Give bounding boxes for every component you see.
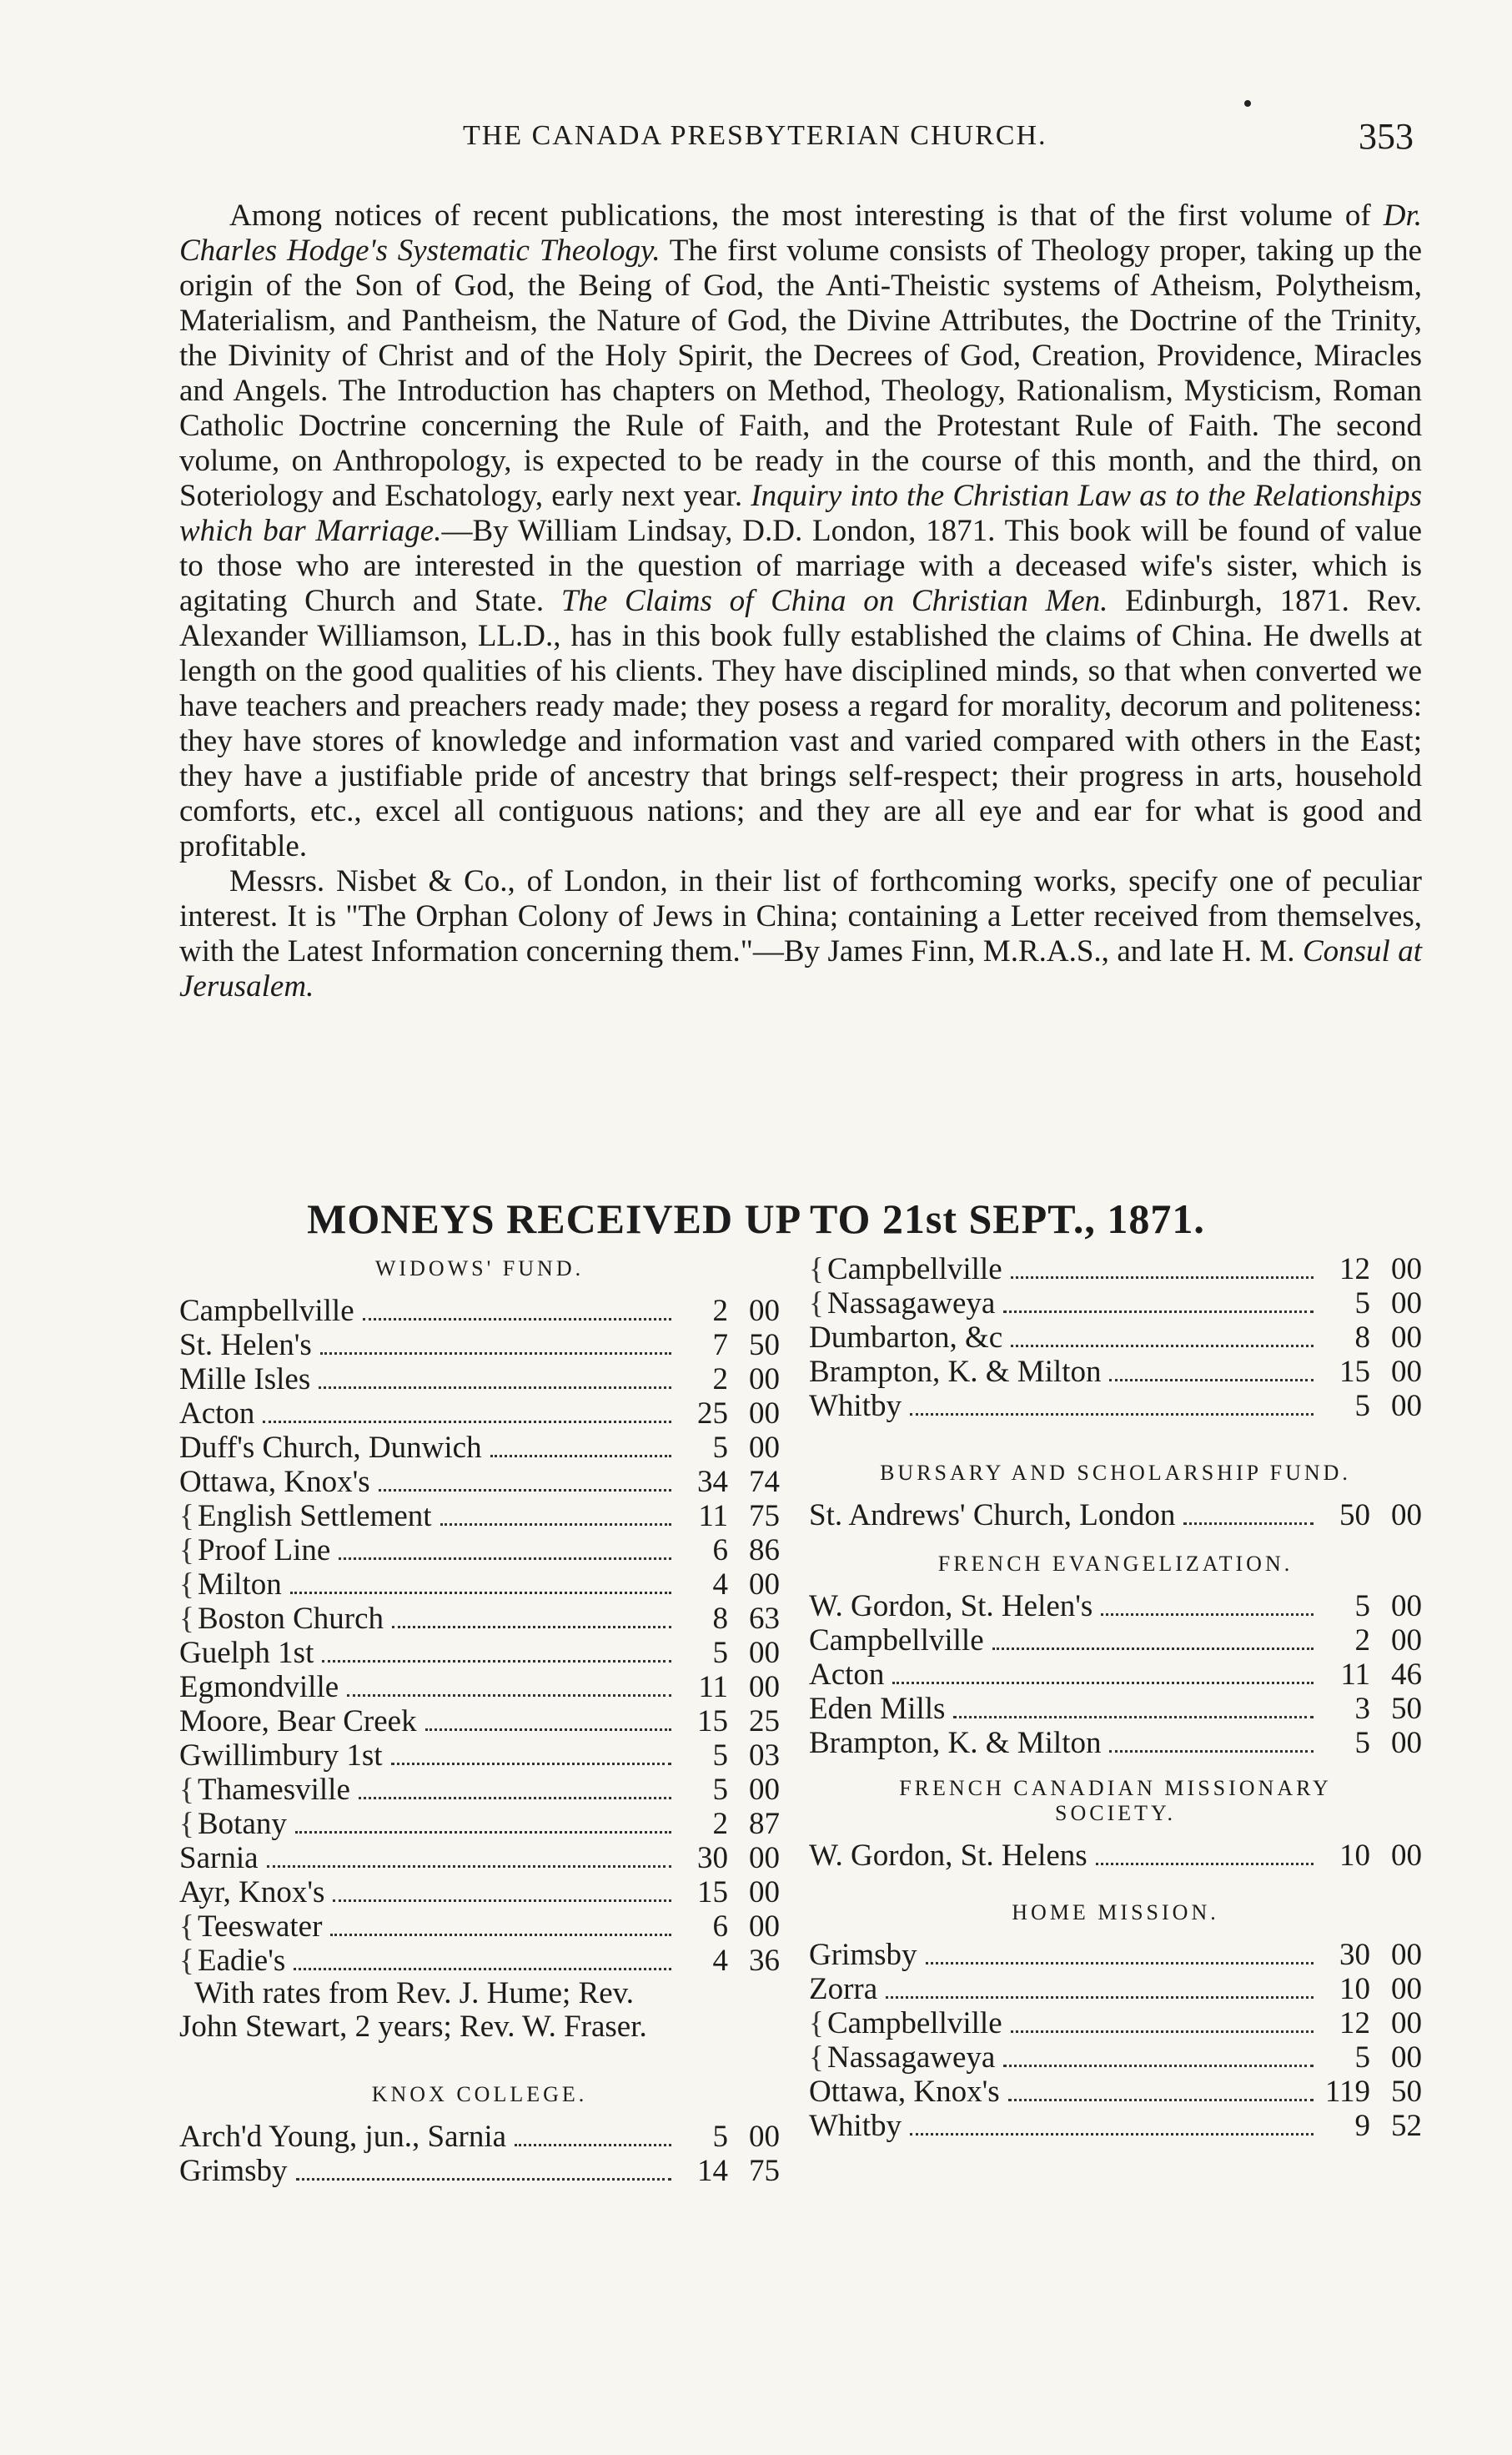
dot-leader	[333, 1899, 671, 1902]
spacer	[809, 1872, 1422, 1895]
entry-cents: 00	[749, 1670, 780, 1704]
ledger-row	[809, 1937, 1422, 1971]
left-column	[179, 1251, 780, 2187]
running-head	[179, 116, 1422, 162]
dot-leader	[886, 1995, 1314, 1999]
ledger-row	[179, 1601, 780, 1635]
ledger-row	[179, 1772, 780, 1806]
dot-leader	[347, 1693, 671, 1697]
fcms-list	[809, 1838, 1422, 1872]
entry-dollars: 5	[1354, 1589, 1370, 1623]
ledger-row	[179, 1738, 780, 1772]
ledger-row	[809, 1971, 1422, 2005]
entry-name: { English Settlement	[179, 1498, 432, 1534]
dot-leader	[391, 1762, 671, 1765]
entry-cents: 00	[749, 1875, 780, 1909]
continued-list	[809, 1251, 1422, 1422]
entry-name: { Nassagaweya	[809, 2040, 995, 2075]
ledger-row	[179, 1327, 780, 1361]
spacer	[809, 1422, 1422, 1456]
dot-leader	[363, 1317, 671, 1321]
entry-name: Zorra	[809, 1972, 878, 2006]
entry-name: Acton	[809, 1658, 885, 1692]
italic-title: Dr. Charles Hodge's Systematic Theology.	[179, 199, 1422, 268]
entry-name: Campbellville	[809, 1623, 984, 1658]
dot-leader	[319, 1386, 671, 1389]
entry-dollars: 5	[712, 1738, 728, 1773]
ledger-row	[809, 1725, 1422, 1759]
entry-name: { Boston Church	[179, 1601, 384, 1637]
entry-dollars: 15	[1339, 1355, 1370, 1389]
entry-name: Campbellville	[179, 1294, 354, 1328]
entry-dollars: 5	[712, 1431, 728, 1465]
ledger-row	[809, 1388, 1422, 1422]
entry-dollars: 5	[712, 2120, 728, 2154]
entry-dollars: 30	[697, 1841, 728, 1875]
dot-leader	[440, 1522, 671, 1526]
dot-leader	[1008, 2098, 1314, 2101]
entry-cents: 00	[749, 1431, 780, 1465]
entry-dollars: 12	[1339, 2006, 1370, 2040]
entry-name: { Campbellville	[809, 1251, 1002, 1287]
section-title-bursary: BURSARY AND SCHOLARSHIP FUND.	[880, 1461, 1351, 1485]
entry-cents: 75	[749, 1499, 780, 1533]
entry-cents: 00	[749, 1396, 780, 1431]
entry-name: Brampton, K. & Milton	[809, 1726, 1102, 1760]
dot-leader	[910, 2132, 1314, 2136]
entry-name: Grimsby	[179, 2154, 288, 2188]
ledger-row	[809, 1354, 1422, 1388]
dot-leader	[294, 1967, 671, 1970]
running-title: THE CANADA PRESBYTERIAN CHURCH.	[463, 120, 1047, 151]
section-title-knox-college: KNOX COLLEGE.	[371, 2082, 588, 2106]
ledger-row	[179, 1669, 780, 1703]
text-run: —By William Lindsay, D.D. London, 1871. This book will be found of value to those who are interested in the question of marriage with a deceased wife's sister, which is agitating Church and State.	[179, 514, 1422, 618]
page-number: 353	[1359, 116, 1414, 157]
dot-leader	[263, 1420, 671, 1423]
ledger-row	[179, 1361, 780, 1396]
entry-cents: 63	[749, 1602, 780, 1636]
entry-dollars: 7	[712, 1328, 728, 1362]
entry-name: Whitby	[809, 2109, 902, 2143]
dot-leader	[425, 1728, 671, 1731]
entry-cents: 87	[749, 1807, 780, 1841]
entry-dollars: 2	[1354, 1623, 1370, 1658]
spacer	[809, 1532, 1422, 1547]
dot-leader	[953, 1715, 1314, 1718]
entry-dollars: 50	[1339, 1498, 1370, 1532]
entry-name: Whitby	[809, 1389, 902, 1423]
text-run: Edinburgh, 1871. Rev. Alexander Williamson, LL.D., has in this book fully established the claims of China. He dwells at length on the good qualities of his clients. They have disciplined minds, so that when converted we have teachers and preachers ready made; they posess a regard for morality, decorum and politeness: they have stores of knowledge and information vast and varied compared with others in the East; they have a justifiable pride of ancestry that brings self-respect; their progress in arts, household comforts, etc., excel all contiguous nations; and they are all eye and ear for what is good and profitable.	[179, 584, 1423, 863]
ledger-row	[179, 2153, 780, 2187]
entry-cents: 00	[749, 1362, 780, 1396]
entry-dollars: 2	[712, 1362, 728, 1396]
entry-cents: 03	[749, 1738, 780, 1773]
dot-leader	[339, 1557, 671, 1560]
printer-mark	[1244, 100, 1251, 107]
entry-cents: 36	[749, 1944, 780, 1978]
entry-dollars: 6	[712, 1533, 728, 1567]
entry-cents: 00	[1391, 1589, 1422, 1623]
ledger-row	[809, 2005, 1422, 2040]
dot-leader	[1101, 1612, 1314, 1616]
entry-name: Gwillimbury 1st	[179, 1738, 383, 1773]
entry-name: { Teeswater	[179, 1909, 322, 1944]
entry-dollars: 5	[1354, 1726, 1370, 1760]
entry-cents: 50	[1391, 2075, 1422, 2109]
entry-cents: 00	[1391, 1355, 1422, 1389]
entry-name: Duff's Church, Dunwich	[179, 1431, 482, 1465]
entry-cents: 00	[749, 1294, 780, 1328]
entry-cents: 00	[749, 2120, 780, 2154]
widows-fund-note: John Stewart, 2 years; Rev. W. Fraser.	[179, 2010, 647, 2044]
bursary-list	[809, 1497, 1422, 1532]
ledger-row	[809, 2108, 1422, 2142]
french-evangelization-list	[809, 1588, 1422, 1759]
entry-dollars: 2	[712, 1294, 728, 1328]
entry-dollars: 11	[1340, 1658, 1370, 1692]
ledger-row	[179, 1635, 780, 1669]
ledger-row	[179, 1943, 780, 1977]
entry-dollars: 34	[697, 1465, 728, 1499]
moneys-received-heading: MONEYS RECEIVED UP TO 21st SEPT., 1871.	[307, 1195, 1205, 1242]
entry-name: Mille Isles	[179, 1362, 311, 1396]
ledger-row	[179, 1806, 780, 1840]
dot-leader	[296, 2177, 672, 2181]
widows-fund-note: With rates from Rev. J. Hume; Rev.	[194, 1976, 635, 2010]
entry-dollars: 3	[1354, 1692, 1370, 1726]
ledger-row	[179, 1293, 780, 1327]
dot-leader	[1109, 1378, 1314, 1381]
entry-dollars: 4	[712, 1944, 728, 1978]
ledger-row	[809, 1691, 1422, 1725]
italic-title: The Claims of China on Christian Men.	[560, 584, 1108, 618]
dot-leader	[892, 1681, 1314, 1684]
entry-dollars: 6	[712, 1909, 728, 1944]
ledger-row	[809, 1497, 1422, 1532]
entry-cents: 00	[1391, 1972, 1422, 2006]
entry-dollars: 30	[1339, 1938, 1370, 1972]
entry-name: W. Gordon, St. Helens	[809, 1839, 1088, 1873]
entry-dollars: 25	[697, 1396, 728, 1431]
entry-dollars: 5	[1354, 1286, 1370, 1321]
entry-name: Egmondville	[179, 1670, 339, 1704]
dot-leader	[992, 1647, 1314, 1650]
entry-dollars: 15	[697, 1875, 728, 1909]
ledger-row	[809, 1285, 1422, 1320]
section-title-fcms: FRENCH CANADIAN MISSIONARY	[899, 1776, 1332, 1800]
entry-cents: 52	[1391, 2109, 1422, 2143]
italic-title: Consul at Jerusalem.	[179, 934, 1422, 1004]
entry-dollars: 10	[1339, 1972, 1370, 2006]
entry-cents: 50	[1391, 1692, 1422, 1726]
dot-leader	[1011, 1275, 1314, 1279]
entry-cents: 86	[749, 1533, 780, 1567]
dot-leader	[515, 2143, 671, 2146]
entry-name: Ayr, Knox's	[179, 1875, 325, 1909]
entry-name: W. Gordon, St. Helen's	[809, 1589, 1093, 1623]
entry-cents: 74	[749, 1465, 780, 1499]
ledger-row	[809, 2074, 1422, 2108]
ledger-row	[179, 1874, 780, 1909]
text-run: Messrs. Nisbet & Co., of London, in their list of forthcoming works, specify one of peculiar interest. It is "The Orphan Colony of Jews in China; containing a Letter received from themselves, with the Latest Information concerning them."—By James Finn, M.R.A.S., and late H. M.	[179, 864, 1422, 968]
entry-dollars: 11	[698, 1670, 728, 1704]
entry-cents: 46	[1391, 1658, 1422, 1692]
dot-leader	[379, 1488, 671, 1492]
entry-dollars: 15	[697, 1704, 728, 1738]
dot-leader	[290, 1591, 671, 1594]
entry-name: Moore, Bear Creek	[179, 1704, 417, 1738]
entry-name: { Thamesville	[179, 1772, 350, 1808]
spacer	[179, 2044, 780, 2077]
ledger-row	[809, 1657, 1422, 1691]
dot-leader	[359, 1796, 671, 1799]
ledger-row	[179, 1840, 780, 1874]
entry-dollars: 5	[712, 1636, 728, 1670]
ledger-row	[179, 1396, 780, 1430]
entry-name: Grimsby	[809, 1938, 917, 1972]
entry-name: { Proof Line	[179, 1532, 330, 1568]
entry-cents: 00	[749, 1567, 780, 1602]
entry-cents: 00	[1391, 1498, 1422, 1532]
entry-cents: 00	[749, 1841, 780, 1875]
entry-dollars: 2	[712, 1807, 728, 1841]
ledger-row	[809, 2040, 1422, 2074]
entry-cents: 00	[1391, 2006, 1422, 2040]
entry-name: Dumbarton, &c	[809, 1321, 1003, 1355]
section-title-home-mission: HOME MISSION.	[1012, 1900, 1219, 1924]
entry-dollars: 5	[712, 1773, 728, 1807]
entry-cents: 00	[1391, 1623, 1422, 1658]
dot-leader	[1011, 1344, 1314, 1347]
entry-name: { Campbellville	[809, 2005, 1002, 2041]
entry-cents: 00	[1391, 1726, 1422, 1760]
dot-leader	[1109, 1749, 1314, 1753]
ledger-row	[179, 1532, 780, 1567]
widows-fund-list	[179, 1293, 780, 1977]
entry-name: { Eadie's	[179, 1943, 285, 1979]
home-mission-list	[809, 1937, 1422, 2142]
entry-name: { Milton	[179, 1567, 282, 1602]
dot-leader	[1183, 1522, 1314, 1525]
dot-leader	[295, 1830, 671, 1834]
entry-cents: 25	[749, 1704, 780, 1738]
ledger-row	[809, 1588, 1422, 1622]
entry-cents: 00	[1391, 1286, 1422, 1321]
ledger-row	[179, 1464, 780, 1498]
paragraph	[179, 864, 1422, 1004]
ledger-row	[809, 1251, 1422, 1285]
dot-leader	[910, 1412, 1314, 1416]
entry-name: Guelph 1st	[179, 1636, 314, 1670]
entry-cents: 75	[749, 2154, 780, 2188]
entry-name: Arch'd Young, jun., Sarnia	[179, 2120, 507, 2154]
entry-name: Eden Mills	[809, 1692, 946, 1726]
dot-leader	[267, 1864, 671, 1868]
ledger-row	[809, 1320, 1422, 1354]
paragraph	[179, 199, 1422, 864]
entry-dollars: 119	[1324, 2075, 1370, 2109]
ledger-row	[179, 1498, 780, 1532]
dot-leader	[1003, 1310, 1314, 1313]
spacer	[809, 1759, 1422, 1771]
ledger-row	[179, 1703, 780, 1738]
entry-cents: 00	[749, 1909, 780, 1944]
entry-dollars: 14	[697, 2154, 728, 2188]
entry-name: Acton	[179, 1396, 255, 1431]
dot-leader	[322, 1659, 671, 1663]
entry-name: Brampton, K. & Milton	[809, 1355, 1102, 1389]
right-column	[809, 1251, 1422, 2142]
italic-title: Inquiry into the Christian Law as to the Relationships which bar Marriage.	[179, 479, 1423, 548]
dot-leader	[320, 1351, 671, 1355]
knox-college-list	[179, 2119, 780, 2187]
entry-name: St. Helen's	[179, 1328, 312, 1362]
entry-cents: 00	[749, 1636, 780, 1670]
dot-leader	[392, 1625, 671, 1628]
entry-cents: 00	[1391, 1389, 1422, 1423]
entry-name: { Botany	[179, 1806, 287, 1842]
entry-dollars: 4	[712, 1567, 728, 1602]
entry-cents: 00	[1391, 1252, 1422, 1286]
ledger-row	[809, 1622, 1422, 1657]
dot-leader	[926, 1961, 1314, 1965]
ledger-row	[179, 1909, 780, 1943]
notices-text	[179, 199, 1422, 1004]
entry-name: Ottawa, Knox's	[809, 2075, 1000, 2109]
entry-name: Sarnia	[179, 1841, 259, 1875]
entry-cents: 00	[749, 1773, 780, 1807]
entry-dollars: 8	[1354, 1321, 1370, 1355]
entry-cents: 00	[1391, 1321, 1422, 1355]
entry-name: { Nassagaweya	[809, 1285, 995, 1321]
section-title-french-evangelization: FRENCH EVANGELIZATION.	[937, 1552, 1293, 1576]
entry-cents: 00	[1391, 2040, 1422, 2075]
section-title-widows-fund: WIDOWS' FUND.	[374, 1256, 585, 1280]
dot-leader	[1096, 1862, 1314, 1865]
dot-leader	[490, 1454, 671, 1457]
entry-dollars: 5	[1354, 1389, 1370, 1423]
ledger-row	[179, 2119, 780, 2153]
text-run: The first volume consists of Theology proper, taking up the origin of the Son of God, the Being of God, the Anti-Theistic systems of Atheism, Polytheism, Materialism, and Pantheism, the Nature of God, the Divine Attributes, the Doctrine of the Trinity, the Divinity of Christ and of the Holy Spirit, the Decrees of God, Creation, Providence, Miracles and Angels. The Introduction has chapters on Method, Theology, Rationalism, Mysticism, Roman Catholic Doctrine concerning the Rule of Faith, and the Protestant Rule of Faith. The second volume, on Anthropology, is expected to be ready in the course of this month, and the third, on Soteriology and Eschatology, early next year.	[179, 234, 1422, 513]
ledger-row	[179, 1567, 780, 1601]
entry-dollars: 11	[698, 1499, 728, 1533]
entry-dollars: 5	[1354, 2040, 1370, 2075]
entry-dollars: 9	[1354, 2109, 1370, 2143]
dot-leader	[1011, 2030, 1314, 2033]
entry-cents: 00	[1391, 1839, 1422, 1873]
entry-dollars: 8	[712, 1602, 728, 1636]
entry-cents: 50	[749, 1328, 780, 1362]
text-run: Among notices of recent publications, the most interesting is that of the first volume of	[229, 199, 1384, 233]
ledger-row	[809, 1838, 1422, 1872]
entry-name: Ottawa, Knox's	[179, 1465, 370, 1499]
dot-leader	[330, 1933, 671, 1936]
dot-leader	[1003, 2064, 1314, 2067]
entry-dollars: 10	[1339, 1839, 1370, 1873]
ledger-row	[179, 1430, 780, 1464]
entry-cents: 00	[1391, 1938, 1422, 1972]
entry-dollars: 12	[1339, 1252, 1370, 1286]
entry-name: St. Andrews' Church, London	[809, 1498, 1176, 1532]
section-title-fcms: SOCIETY.	[1055, 1801, 1176, 1825]
